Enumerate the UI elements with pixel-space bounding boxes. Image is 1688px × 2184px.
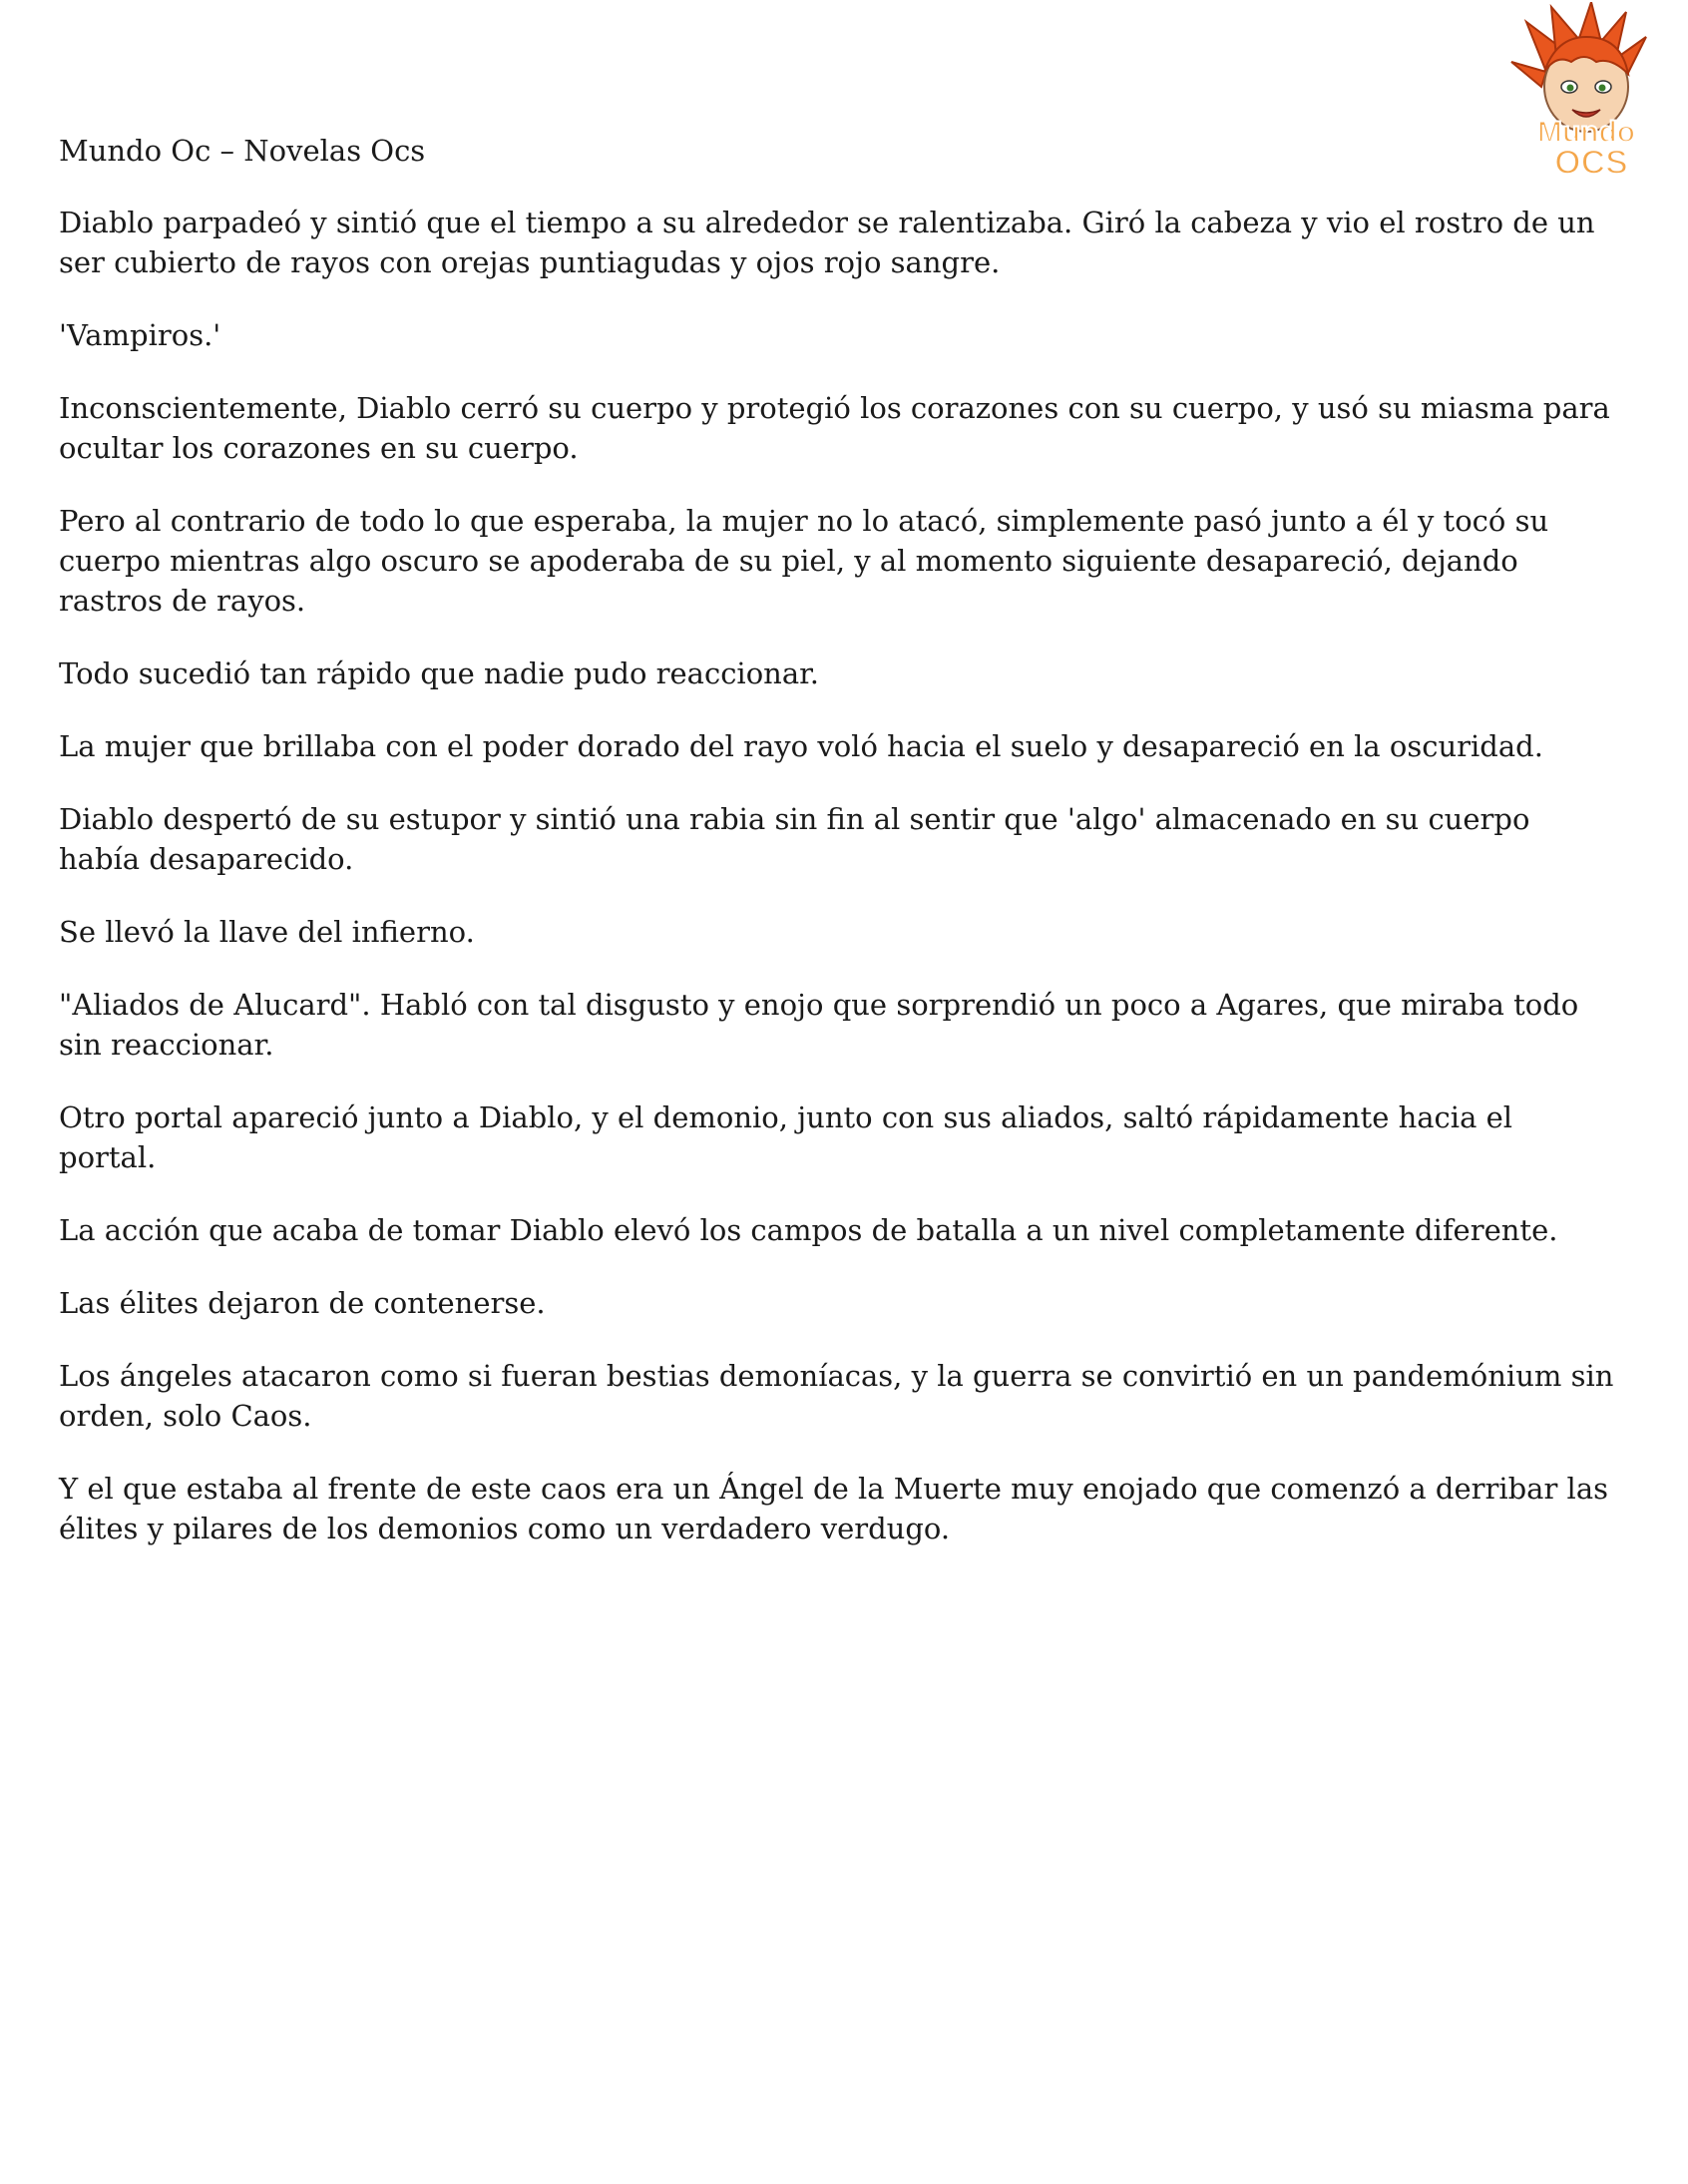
paragraph: Se llevó la llave del infierno. — [59, 915, 475, 949]
paragraph: Inconscientemente, Diablo cerró su cuerpo y protegió los corazones con su cuerpo, y usó su miasma para ocultar los corazones en su cuerpo. — [59, 391, 1610, 465]
paragraph: Las élites dejaron de contenerse. — [59, 1286, 546, 1320]
paragraph: Diablo parpadeó y sintió que el tiempo a su alrededor se ralentizaba. Giró la cabeza y vio el rostro de un ser cubierto de rayos con orejas puntiagudas y ojos rojo sangre. — [59, 206, 1595, 279]
paragraph: Los ángeles atacaron como si fueran bestias demoníacas, y la guerra se convirtió en un pandemónium sin orden, solo Caos. — [59, 1359, 1614, 1433]
paragraph: La mujer que brillaba con el poder dorado del rayo voló hacia el suelo y desapareció en la oscuridad. — [59, 729, 1543, 763]
paragraph: 'Vampiros.' — [59, 318, 221, 352]
paragraph: La acción que acaba de tomar Diablo elevó los campos de batalla a un nivel completamente diferente. — [59, 1213, 1558, 1247]
logo-text-mundo: Mundo — [1536, 116, 1636, 149]
page-header: Mundo Oc – Novelas Ocs — [59, 134, 426, 168]
logo-text-ocs: OCS — [1554, 144, 1628, 182]
paragraph: Todo sucedió tan rápido que nadie pudo reaccionar. — [59, 656, 820, 690]
paragraph: Otro portal apareció junto a Diablo, y el demonio, junto con sus aliados, saltó rápidamente hacia el portal. — [59, 1100, 1513, 1174]
paragraph: Diablo despertó de su estupor y sintió una rabia sin fin al sentir que 'algo' almacenado en su cuerpo había desaparecido. — [59, 802, 1530, 876]
document-body — [59, 203, 1615, 1581]
paragraph: Y el que estaba al frente de este caos era un Ángel de la Muerte muy enojado que comenzó a derribar las élites y pilares de los demonios como un verdadero verdugo. — [59, 1472, 1609, 1545]
anime-character-logo-icon — [1496, 2, 1676, 182]
paragraph: "Aliados de Alucard". Habló con tal disgusto y enojo que sorprendió un poco a Agares, que miraba todo sin reaccionar. — [59, 988, 1579, 1062]
mundo-ocs-logo — [1496, 2, 1676, 182]
paragraph: Pero al contrario de todo lo que esperaba, la mujer no lo atacó, simplemente pasó junto a él y tocó su cuerpo mientras algo oscuro se apoderaba de su piel, y al momento siguiente desapareció, dejando rastros de rayos. — [59, 504, 1549, 618]
